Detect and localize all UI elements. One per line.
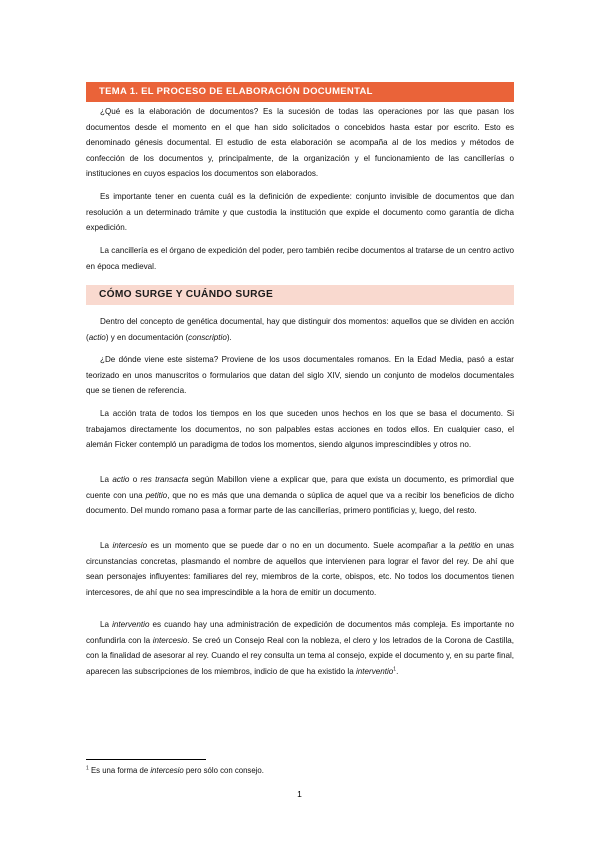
footnote: $^1$ Es una forma de intercesio pero sólo con consejo. [86,765,264,775]
section-title-banner: CÓMO SURGE Y CUÁNDO SURGE [86,285,514,305]
page-number: 1 [297,789,302,799]
paragraph-genesis: ¿Qué es la elaboración de documentos? Es la sucesión de todas las operaciones por las que pasan los documentos desde el momento en el que han sido solicitados o concebidos hasta estar por escrito. Esto es denominado génesis documental. El estudio de esta elaboración se acompaña al de los medios y métodos de confección de los documentos y, principalmente, de la organización y el funcionamiento de las cancillerías o instituciones en cuyos espacios los documentos son elaborados. [86,107,514,179]
paragraph-expediente: Es importante tener en cuenta cuál es la definición de expediente: conjunto invisible de documentos que dan resolución a un determinado trámite y que custodia la institución que expide el documento como garantía de dicha expedición. [86,192,514,233]
paragraph-actio: La actio o res transacta según Mabillon viene a explicar que, para que exista un documento, es primordial que cuente con una petitio, que no es más que una demanda o súplica de aquel que va a recibir los beneficios de dicho documento. Del mundo romano pasa a formar parte de las cancillerías, primero pontificias y, luego, del resto. [86,475,514,516]
paragraph-accion: La acción trata de todos los tiempos en los que suceden unos hechos en los que se basa el documento. Si trabajamos directamente los documentos, no son palpables estas acciones en todos ellos. En cualquier caso, el alemán Ficker contempló un paradigma de todos los momentos, siendo algunos imprescindibles y otros no. [86,409,514,450]
footnote-reference: 1 [393,666,397,673]
paragraph-genetica: Dentro del concepto de genética documental, hay que distinguir dos momentos: aquellos que se dividen en acción (actio) y en documentación (conscriptio). [86,317,514,342]
footnote-separator [86,759,206,760]
paragraph-interventio: La interventio es cuando hay una administración de expedición de documentos más compleja. Es importante no confundirla con la intercesio. Se creó un Consejo Real con la nobleza, el clero y los letrados de la Corona de Castilla, con la finalidad de asesorar al rey. Cuando el rey consulta un tema al consejo, expide el documento y, en su parte final, aparecen las subscripciones de los miembros, indicio de que ha existido la interventio$^1$. [86,620,514,676]
paragraph-intercesio: La intercesio es un momento que se puede dar o no en un documento. Suele acompañar a la petitio en unas circunstancias concretas, plasmando el nombre de aquellos que intervienen para lograr el favor del rey. De ahí que sean personajes influyentes: familiares del rey, miembros de la corte, obispos, etc. No todos los documentos tienen intercesores, de ahí que no sea imprescindible a la hora de emitir un documento. [86,541,514,597]
paragraph-origen: ¿De dónde viene este sistema? Proviene de los usos documentales romanos. En la Edad Media, pasó a estar teorizado en unos manuscritos o formularios que datan del siglo XIV, siendo un conjunto de modelos documentales que se tienen de referencia. [86,355,514,396]
chapter-title-banner: TEMA 1. EL PROCESO DE ELABORACIÓN DOCUMENTAL [86,82,514,102]
paragraph-cancilleria: La cancillería es el órgano de expedición del poder, pero también recibe documentos al tratarse de un centro activo en época medieval. [86,246,514,271]
